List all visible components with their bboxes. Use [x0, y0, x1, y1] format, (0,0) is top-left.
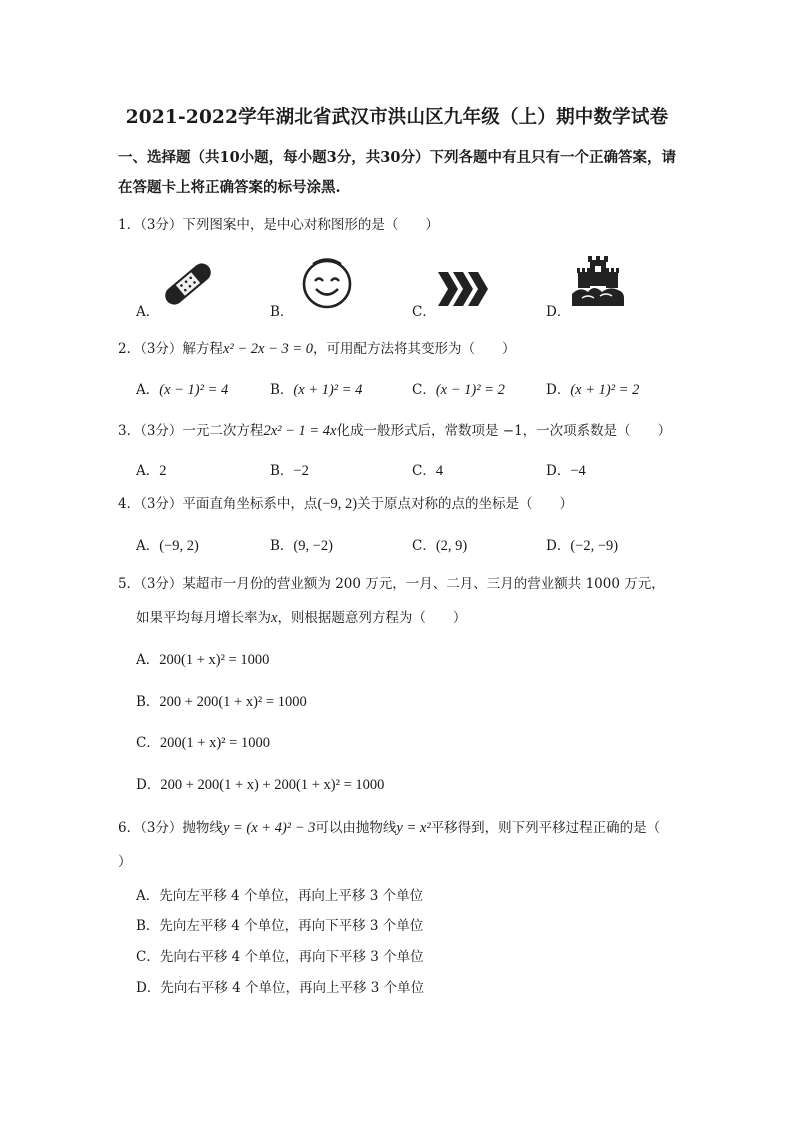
option-text: (2, 9): [435, 538, 468, 554]
q2-stem-prefix: 2．（3分）解方程: [118, 341, 223, 357]
q4-option-b: [270, 534, 333, 555]
q3-stem-equation: 2x² − 1 = 4x: [263, 423, 337, 439]
q5-line2-suffix: ，则根据题意列方程为（ ）: [277, 610, 467, 626]
q6-stem-eq2: y = x²: [396, 820, 431, 836]
option-label: B．: [136, 918, 160, 934]
q4-stem-suffix: 关于原点对称的点的坐标是（ ）: [357, 496, 574, 512]
question-1-stem: 1．（3分）下列图案中，是中心对称图形的是（ ）: [118, 217, 439, 233]
option-label: C．: [136, 735, 160, 751]
option-label: A．: [136, 652, 160, 668]
q6-stem-prefix: 6．（3分）抛物线: [118, 820, 223, 836]
option-text: 200(1 + x)² = 1000: [159, 735, 270, 751]
q4-stem-point: (−9, 2): [317, 496, 358, 512]
q6-option-b: [136, 914, 423, 934]
option-label: A．: [136, 463, 160, 479]
option-text: (x − 1)² = 4: [159, 382, 229, 398]
q4-stem-prefix: 4．（3分）平面直角坐标系中，点: [118, 496, 318, 512]
q6-option-d: [136, 976, 424, 996]
q2-option-a: [136, 378, 228, 399]
q2-option-d: [546, 378, 639, 399]
question-5-stem-line2: [136, 606, 466, 627]
option-text: (x + 1)² = 4: [293, 382, 363, 398]
option-label: A．: [136, 382, 160, 398]
option-label: C．: [412, 382, 436, 398]
option-label: C．: [412, 463, 436, 479]
option-label: B．: [136, 694, 160, 710]
option-text: 先向左平移 4 个单位，再向上平移 3 个单位: [159, 888, 424, 904]
q1-option-a-label: A．: [136, 304, 160, 320]
q6-option-c: [136, 945, 424, 965]
q1-option-b-label: B．: [270, 304, 294, 320]
smiley-icon: [300, 256, 354, 314]
q2-option-c: [412, 378, 505, 399]
q2-stem-suffix: ，可用配方法将其变形为（ ）: [313, 341, 516, 357]
q5-option-b: [136, 690, 307, 711]
chevrons-icon: [436, 270, 490, 312]
option-label: A．: [136, 888, 160, 904]
option-text: −2: [293, 463, 309, 479]
q5-line2-prefix: 如果平均每月增长率为: [136, 610, 271, 626]
option-label: D．: [546, 538, 571, 554]
option-text: 200(1 + x)² = 1000: [159, 652, 270, 668]
q2-option-b: [270, 378, 362, 399]
option-label: B．: [270, 538, 294, 554]
option-label: C．: [136, 949, 160, 965]
page-title: 2021-2022学年湖北省武汉市洪山区九年级（上）期中数学试卷: [125, 107, 669, 128]
option-label: D．: [546, 382, 571, 398]
option-text: (−9, 2): [159, 538, 199, 554]
castle-icon: [570, 254, 626, 312]
option-label: B．: [270, 382, 294, 398]
q5-option-a: [136, 648, 269, 669]
option-text: 先向左平移 4 个单位，再向下平移 3 个单位: [159, 918, 424, 934]
q3-option-d: [546, 459, 586, 480]
q3-stem-suffix: 化成一般形式后，常数项是 −1，一次项系数是（ ）: [336, 423, 672, 439]
section-heading-line2: 在答题卡上将正确答案的标号涂黑.: [118, 179, 341, 196]
option-text: 200 + 200(1 + x) + 200(1 + x)² = 1000: [160, 777, 385, 793]
q1-option-d-label: D．: [546, 304, 571, 320]
option-label: C．: [412, 538, 436, 554]
option-text: −4: [570, 463, 586, 479]
q6-stem-eq1: y = (x + 4)² − 3: [222, 820, 316, 836]
option-label: A．: [136, 538, 160, 554]
option-label: D．: [136, 980, 161, 996]
q3-option-c: [412, 459, 443, 480]
question-2-stem: [118, 337, 516, 358]
q6-option-a: [136, 884, 423, 904]
question-5-stem-line1: 5．（3分）某超市一月份的营业额为 200 万元，一月、二月、三月的营业额共 1000 万元，: [118, 576, 665, 592]
option-label: D．: [136, 777, 161, 793]
option-text: 2: [159, 463, 167, 479]
q3-stem-prefix: 3．（3分）一元二次方程: [118, 423, 264, 439]
q6-stem-mid: 可以由抛物线: [315, 820, 397, 836]
q5-line2-var: x: [271, 610, 278, 626]
option-text: (x + 1)² = 2: [570, 382, 640, 398]
q4-option-d: [546, 534, 618, 555]
section-heading-line1: 一、选择题（共10小题，每小题3分，共30分）下列各题中有且只有一个正确答案，请: [118, 149, 676, 166]
q1-option-c-label: C．: [412, 304, 436, 320]
q5-option-d: [136, 773, 384, 794]
option-text: (−2, −9): [570, 538, 619, 554]
option-text: 4: [435, 463, 444, 479]
question-6-stem: [118, 816, 660, 837]
q5-option-c: [136, 731, 270, 752]
question-4-stem: [118, 492, 573, 513]
option-text: 200 + 200(1 + x)² = 1000: [159, 694, 307, 710]
q3-option-a: [136, 459, 167, 480]
q6-stem-suffix: 平移得到，则下列平移过程正确的是（: [430, 820, 661, 836]
option-text: (9, −2): [293, 538, 334, 554]
option-text: 先向右平移 4 个单位，再向上平移 3 个单位: [160, 980, 425, 996]
question-6-stem-line2: ）: [118, 854, 132, 870]
q4-option-c: [412, 534, 467, 555]
q4-option-a: [136, 534, 199, 555]
question-3-stem: [118, 419, 671, 440]
option-label: D．: [546, 463, 571, 479]
bandage-icon: [158, 258, 218, 314]
option-text: (x − 1)² = 2: [435, 382, 505, 398]
q2-stem-equation: x² − 2x − 3 = 0: [222, 341, 314, 357]
option-text: 先向右平移 4 个单位，再向下平移 3 个单位: [159, 949, 424, 965]
q3-option-b: [270, 459, 309, 480]
option-label: B．: [270, 463, 294, 479]
